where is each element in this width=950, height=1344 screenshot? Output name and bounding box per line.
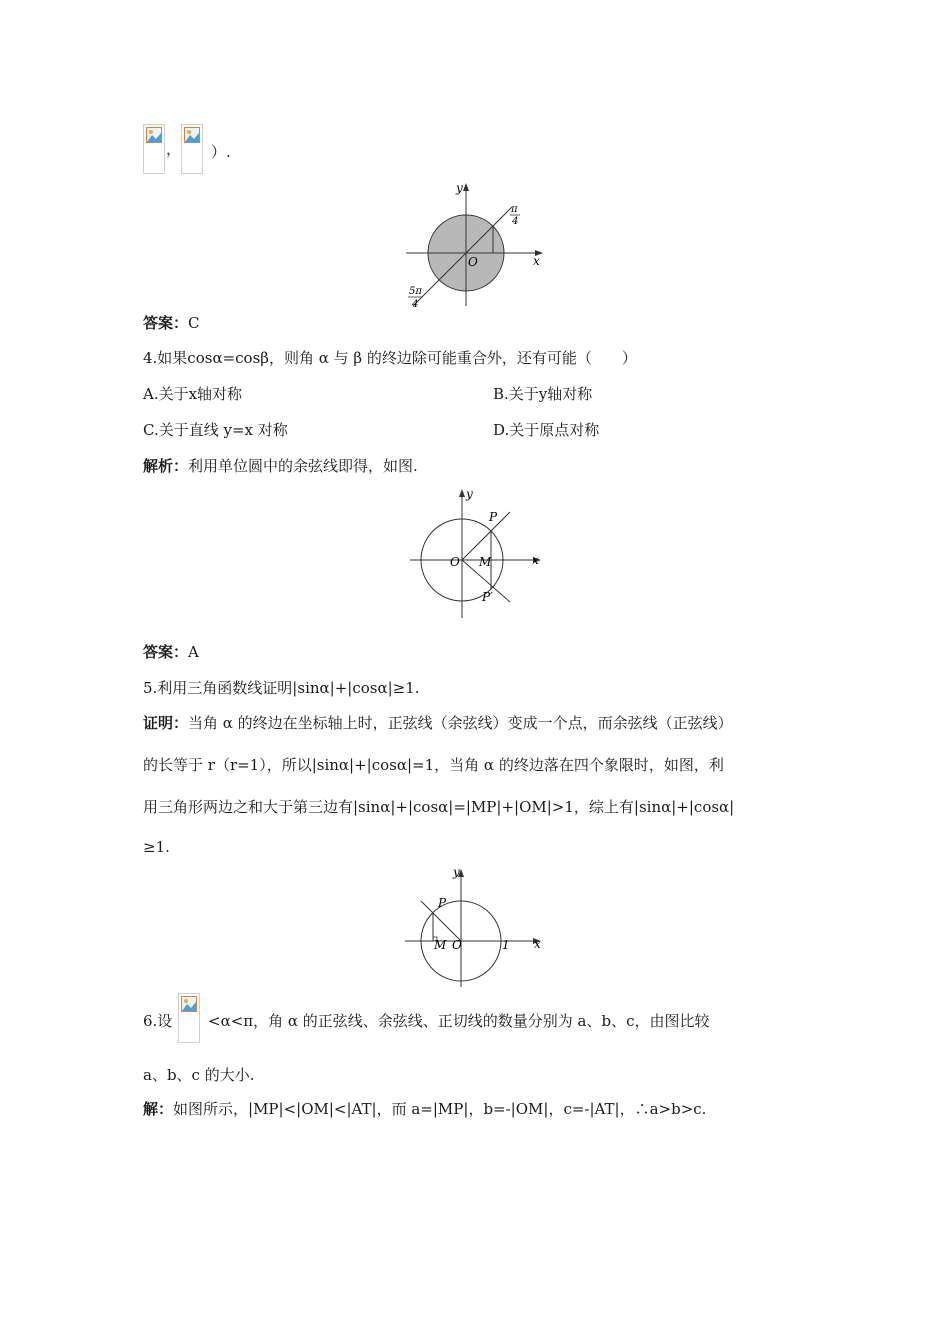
proof-line-2: 的长等于 r（r=1），所以|sinα|+|cosα|=1，当角 α 的终边落在四个象限时，如图，利 — [143, 756, 724, 774]
fig1-y-label: y — [456, 181, 463, 195]
proof-line-3: 用三角形两边之和大于第三边有|sinα|+|cosα|=|MP|+|OM|>1，综上有|sinα|+|cosα| — [143, 798, 735, 816]
option-d: D.关于原点对称 — [493, 421, 600, 439]
figure-unit-circle-shaded — [400, 178, 550, 310]
fig1-four-label: 4 — [512, 216, 519, 227]
fig1-pi-label: π — [511, 204, 518, 215]
answer-4 — [143, 641, 199, 662]
question-4-stem: 4.如果cosα=cosβ，则角 α 与 β 的终边除可能重合外，还有可能（ ） — [143, 349, 637, 367]
fig2-y-label: y — [466, 487, 473, 501]
question-6-stem: <α<π，角 α 的正弦线、余弦线、正切线的数量分别为 a、b、c，由图比较 — [208, 1012, 710, 1030]
fig3-m-label: M — [434, 938, 447, 952]
fig1-5pi-four-label: 4 — [412, 299, 419, 310]
fig1-5pi-label: 5π — [409, 286, 422, 297]
fig3-y-label: y — [453, 865, 460, 879]
proof-line-4: ≥1. — [143, 838, 170, 856]
broken-image-icon — [143, 124, 165, 174]
option-c: C.关于直线 y=x 对称 — [143, 421, 288, 439]
closing-paren-text: ）. — [211, 143, 231, 161]
comma-text: ， — [166, 140, 182, 158]
answer-3 — [143, 312, 200, 333]
broken-image-icon — [181, 124, 203, 174]
option-b: B.关于y轴对称 — [493, 385, 593, 403]
question-6-prefix: 6.设 — [143, 1012, 173, 1030]
fig3-one-label: 1 — [502, 938, 510, 952]
fig3-origin-label: O — [452, 938, 462, 952]
question-5-stem: 5.利用三角函数线证明|sinα|+|cosα|≥1. — [143, 679, 420, 697]
answer-value: A — [188, 643, 199, 661]
question-6-line-2: a、b、c 的大小. — [143, 1066, 255, 1084]
solution-6 — [143, 1098, 706, 1119]
figure-sine-cosine-triangle — [402, 862, 550, 990]
figure-cosine-line — [405, 484, 550, 622]
fig1-x-label: x — [533, 254, 540, 268]
fig2-pprime-label: P′ — [482, 590, 493, 604]
proof-line-1 — [143, 712, 733, 733]
analysis-text: 利用单位圆中的余弦线即得，如图. — [188, 457, 418, 475]
option-a: A.关于x轴对称 — [143, 385, 243, 403]
proof-label: 证明： — [143, 714, 189, 732]
broken-image-icon — [178, 993, 200, 1043]
answer-label: 答案： — [143, 643, 189, 661]
solution-text: 如图所示，|MP|<|OM|<|AT|，而 a=|MP|，b=-|OM|，c=-|AT|，∴a>b>c. — [173, 1100, 707, 1118]
fig3-p-label: P — [438, 896, 447, 910]
proof-text-1: 当角 α 的终边在坐标轴上时，正弦线（余弦线）变成一个点，而余弦线（正弦线） — [188, 714, 733, 732]
fig3-x-label: x — [534, 937, 541, 951]
fig2-x-label: x — [532, 553, 539, 567]
fig2-m-label: M — [479, 555, 492, 569]
answer-value: C — [188, 314, 200, 332]
fig2-p-label: P — [489, 510, 498, 524]
analysis-label: 解析： — [143, 457, 189, 475]
fig2-origin-label: O — [450, 555, 460, 569]
fig1-origin-label: O — [468, 255, 478, 269]
analysis-4 — [143, 455, 418, 476]
answer-label: 答案： — [143, 314, 189, 332]
solution-label: 解： — [143, 1100, 174, 1118]
